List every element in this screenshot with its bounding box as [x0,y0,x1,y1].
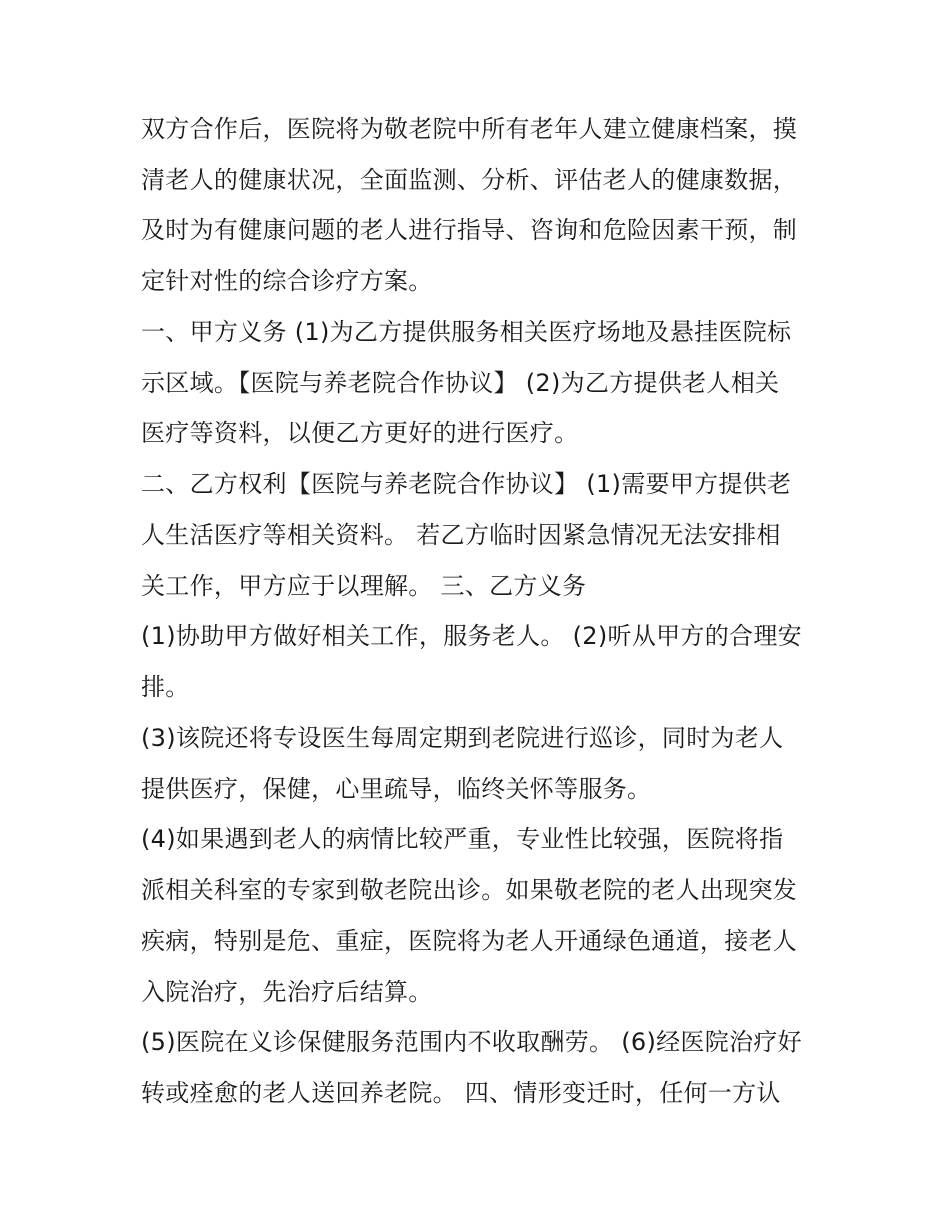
text-line: 定针对性的综合诊疗方案。 [141,267,433,295]
text-line: 清老人的健康状况，全面监测、分析、评估老人的健康数据， [141,166,798,194]
text-line: 入院治疗，先治疗后结算。 [141,978,433,1006]
text-line: (4)如果遇到老人的病情比较严重，专业性比较强，医院将指 [141,825,784,853]
text-line: 疾病，特别是危、重症，医院将为老人开通绿色通道，接老人 [141,927,798,955]
text-line: (1)协助甲方做好相关工作，服务老人。 (2)听从甲方的合理安 [141,622,802,650]
text-line: (3)该院还将专设医生每周定期到老院进行巡诊，同时为老人 [141,724,784,752]
text-line: 派相关科室的专家到敬老院出诊。如果敬老院的老人出现突发 [141,876,798,904]
text-line: 关工作，甲方应于以理解。 三、乙方义务 [141,572,587,600]
text-line: 提供医疗，保健，心里疏导，临终关怀等服务。 [141,775,652,803]
text-line: 及时为有健康问题的老人进行指导、咨询和危险因素干预，制 [141,216,798,244]
text-line: 人生活医疗等相关资料。 若乙方临时因紧急情况无法安排相 [141,521,781,549]
text-line: 一、甲方义务 (1)为乙方提供服务相关医疗场地及悬挂医院标 [141,318,792,346]
text-line: 转或痊愈的老人送回养老院。 四、情形变迁时，任何一方认 [141,1079,781,1107]
text-line: 排。 [141,673,190,701]
text-line: 双方合作后，医院将为敬老院中所有老年人建立健康档案，摸 [141,115,798,143]
text-line: 示区域。【医院与养老院合作协议】 (2)为乙方提供老人相关 [141,369,780,397]
text-line: 二、乙方权利【医院与养老院合作协议】 (1)需要甲方提供老 [141,470,792,498]
text-line: 医疗等资料，以便乙方更好的进行医疗。 [141,419,579,447]
text-line: (5)医院在义诊保健服务范围内不收取酬劳。 (6)经医院治疗好 [141,1028,802,1056]
